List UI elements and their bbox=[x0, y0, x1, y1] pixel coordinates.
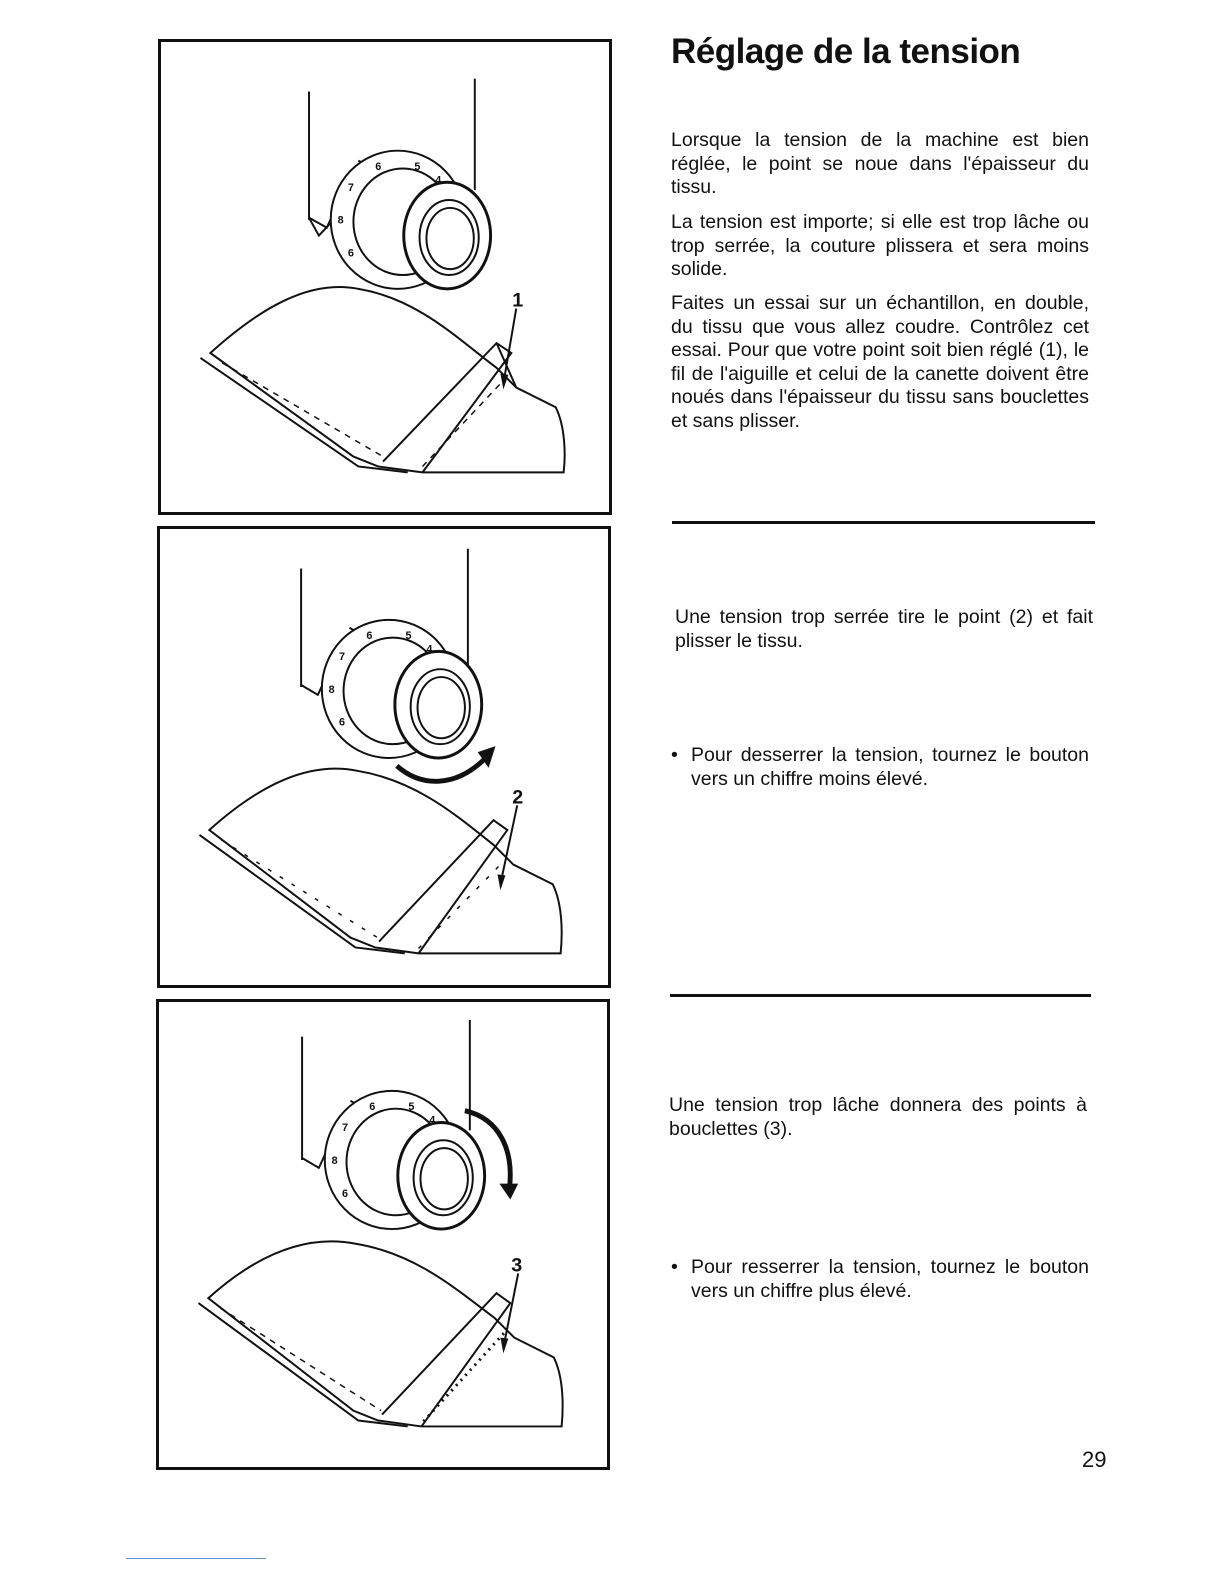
dial-number: 5 bbox=[405, 630, 412, 643]
dial-number: 5 bbox=[408, 1101, 415, 1114]
illustration-panel-correct-tension bbox=[158, 39, 612, 515]
dial-number: 7 bbox=[339, 650, 346, 663]
dial-number: 4 bbox=[435, 174, 442, 187]
dial-number: 7 bbox=[347, 181, 354, 194]
callout-2: 2 bbox=[512, 786, 524, 809]
dial-number: 4 bbox=[429, 1114, 436, 1127]
bullet-marker: • bbox=[671, 1256, 678, 1278]
section2-bullet-text: Pour desserrer la tension, tournez le bouton vers un chiffre moins élevé. bbox=[691, 744, 1089, 790]
footer-line bbox=[126, 1558, 266, 1559]
illustration-panel-loose-tension bbox=[156, 999, 610, 1470]
dial-number: 8 bbox=[328, 683, 335, 696]
dial-number: 6 bbox=[369, 1101, 376, 1114]
tension-dial-illustration-loose bbox=[159, 1002, 607, 1467]
section2-bullet-item bbox=[671, 744, 1089, 791]
dial-number: 7 bbox=[341, 1122, 349, 1135]
dial-number: 6 bbox=[341, 1187, 349, 1200]
section2-paragraph: Une tension trop serrée tire le point (2) et fait plisser le tissu. bbox=[675, 606, 1093, 652]
page-number: 29 bbox=[1082, 1447, 1107, 1472]
page-title: Réglage de la tension bbox=[671, 32, 1021, 71]
dial-number: 6 bbox=[366, 630, 373, 643]
dial-number: 4 bbox=[426, 643, 433, 656]
illustration-panel-tight-tension bbox=[157, 526, 611, 988]
dial-number: 6 bbox=[375, 160, 382, 173]
section-divider-1 bbox=[672, 521, 1095, 524]
dial-number: 5 bbox=[414, 160, 421, 173]
callout-1: 1 bbox=[512, 289, 524, 312]
section3-bullet-text: Pour resserrer la tension, tournez le bouton vers un chiffre plus élevé. bbox=[691, 1256, 1089, 1302]
section1-paragraph-1: Lorsque la tension de la machine est bien réglée, le point se noue dans l'épaisseur du tissu. bbox=[671, 129, 1089, 198]
tension-dial-illustration bbox=[161, 42, 609, 512]
dial-number: 6 bbox=[347, 247, 354, 260]
section3-bullet-item bbox=[671, 1256, 1089, 1303]
bullet-marker: • bbox=[671, 744, 678, 766]
section-divider-2 bbox=[670, 994, 1091, 997]
section1-paragraph-3: Faites un essai sur un échantillon, en double, du tissu que vous allez coudre. Contrôlez cet essai. Pour que votre point soit bien réglé (1), le fil de l'aiguille et celui de la canette doivent être noués dans l'épaisseur du tissu sans bouclettes et sans plisser. bbox=[671, 292, 1089, 432]
section1-paragraph-2: La tension est importe; si elle est trop lâche ou trop serrée, la couture plissera et sera moins solide. bbox=[671, 211, 1089, 280]
dial-number: 8 bbox=[337, 214, 344, 227]
dial-number: 6 bbox=[339, 716, 346, 729]
tension-dial-illustration-tight bbox=[160, 529, 608, 985]
dial-number: 8 bbox=[331, 1154, 338, 1167]
section3-paragraph: Une tension trop lâche donnera des points à bouclettes (3). bbox=[669, 1094, 1087, 1140]
callout-3: 3 bbox=[511, 1254, 523, 1277]
